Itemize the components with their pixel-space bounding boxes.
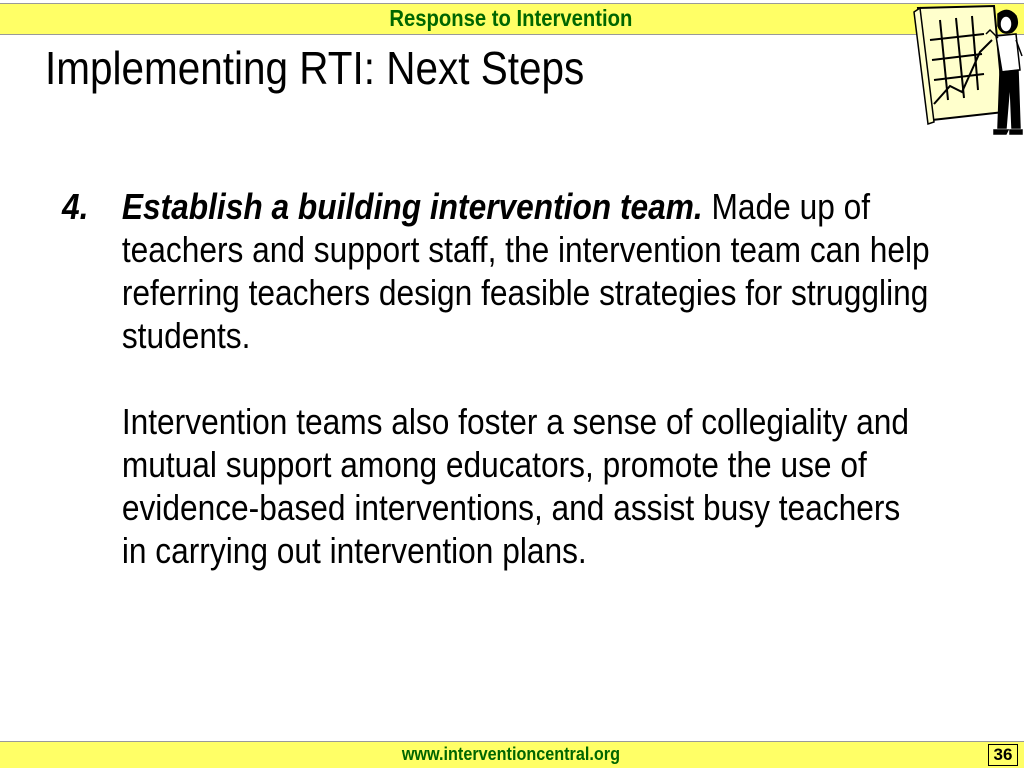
content-area [62,185,933,572]
paragraph-1-text: Made up of teachers and support staff, the intervention team can help referring teachers design feasible strategies for struggling students. [121,186,930,356]
item-number: 4. [62,186,89,227]
page-number: 36 [988,744,1018,766]
bold-lead-text: Establish a building intervention team. [121,186,703,227]
teacher-at-chart-icon [910,0,1024,140]
slide-title: Implementing RTI: Next Steps [45,42,585,94]
paragraph-1 [122,185,933,357]
footer-bar [0,741,1024,768]
paragraph-2: Intervention teams also foster a sense of collegiality and mutual support among educators, promote the use of evidence-based interventions, and assist busy teachers in carrying out intervention plans. [121,401,910,571]
top-banner [0,3,1024,35]
item-body [122,185,933,572]
banner-title: Response to Intervention [389,5,633,31]
footer-url[interactable]: www.interventioncentral.org [401,744,620,764]
